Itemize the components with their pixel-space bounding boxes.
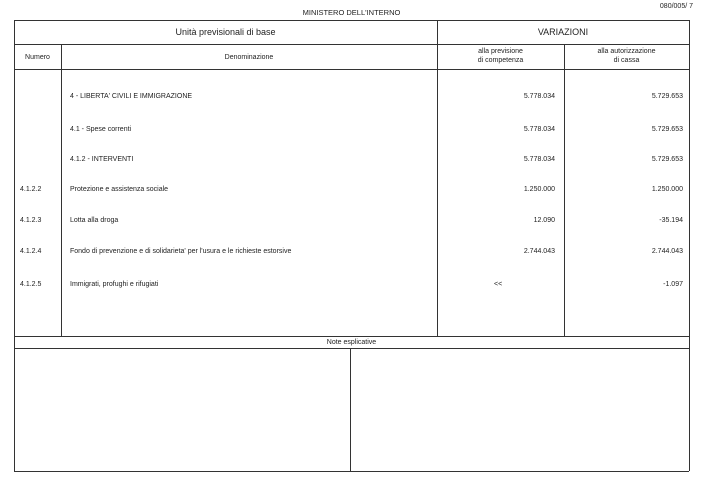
row-cassa: 5.729.653	[651, 156, 683, 163]
col-header-cassa-1: alla autorizzazione	[597, 48, 656, 55]
row-label: Protezione e assistenza sociale	[70, 186, 169, 193]
row-numero: 4.1.2.2	[20, 186, 42, 193]
row-cassa: 5.729.653	[651, 126, 683, 133]
col-header-denominazione: Denominazione	[224, 54, 274, 61]
row-label: Lotta alla droga	[70, 217, 119, 224]
col-header-competenza-1: alla previsione	[478, 48, 523, 55]
group-header-variazioni: VARIAZIONI	[537, 27, 589, 37]
row-label: 4 - LIBERTA' CIVILI E IMMIGRAZIONE	[70, 93, 193, 100]
row-competenza: 2.744.043	[523, 248, 555, 255]
row-cassa: -1.097	[663, 281, 683, 288]
row-label: 4.1.2 - INTERVENTI	[70, 156, 134, 163]
row-label: Fondo di prevenzione e di solidarieta' per l'usura e le richieste estorsive	[70, 248, 292, 255]
group-header-unita: Unità previsionali di base	[175, 27, 276, 37]
row-competenza: 5.778.034	[523, 93, 555, 100]
row-competenza: 12.090	[533, 217, 555, 224]
ministry-title: MINISTERO DELL'INTERNO	[302, 8, 401, 17]
row-numero: 4.1.2.4	[20, 248, 42, 255]
row-competenza: 1.250.000	[523, 186, 555, 193]
row-label: 4.1 - Spese correnti	[70, 126, 132, 133]
row-competenza: 5.778.034	[523, 126, 555, 133]
col-header-numero: Numero	[25, 54, 50, 61]
row-cassa: 5.729.653	[651, 93, 683, 100]
document-ref: 080/005/ 7	[659, 3, 693, 10]
col-header-competenza-2: di competenza	[477, 57, 524, 64]
row-competenza: <<	[494, 281, 503, 288]
row-label: Immigrati, profughi e rifugiati	[70, 281, 159, 288]
row-competenza: 5.778.034	[523, 156, 555, 163]
row-numero: 4.1.2.3	[20, 217, 42, 224]
row-cassa: 1.250.000	[651, 186, 683, 193]
row-numero: 4.1.2.5	[20, 281, 42, 288]
row-cassa: 2.744.043	[651, 248, 683, 255]
notes-title: Note esplicative	[326, 339, 377, 346]
col-header-cassa-2: di cassa	[613, 57, 640, 64]
row-cassa: -35.194	[659, 217, 683, 224]
